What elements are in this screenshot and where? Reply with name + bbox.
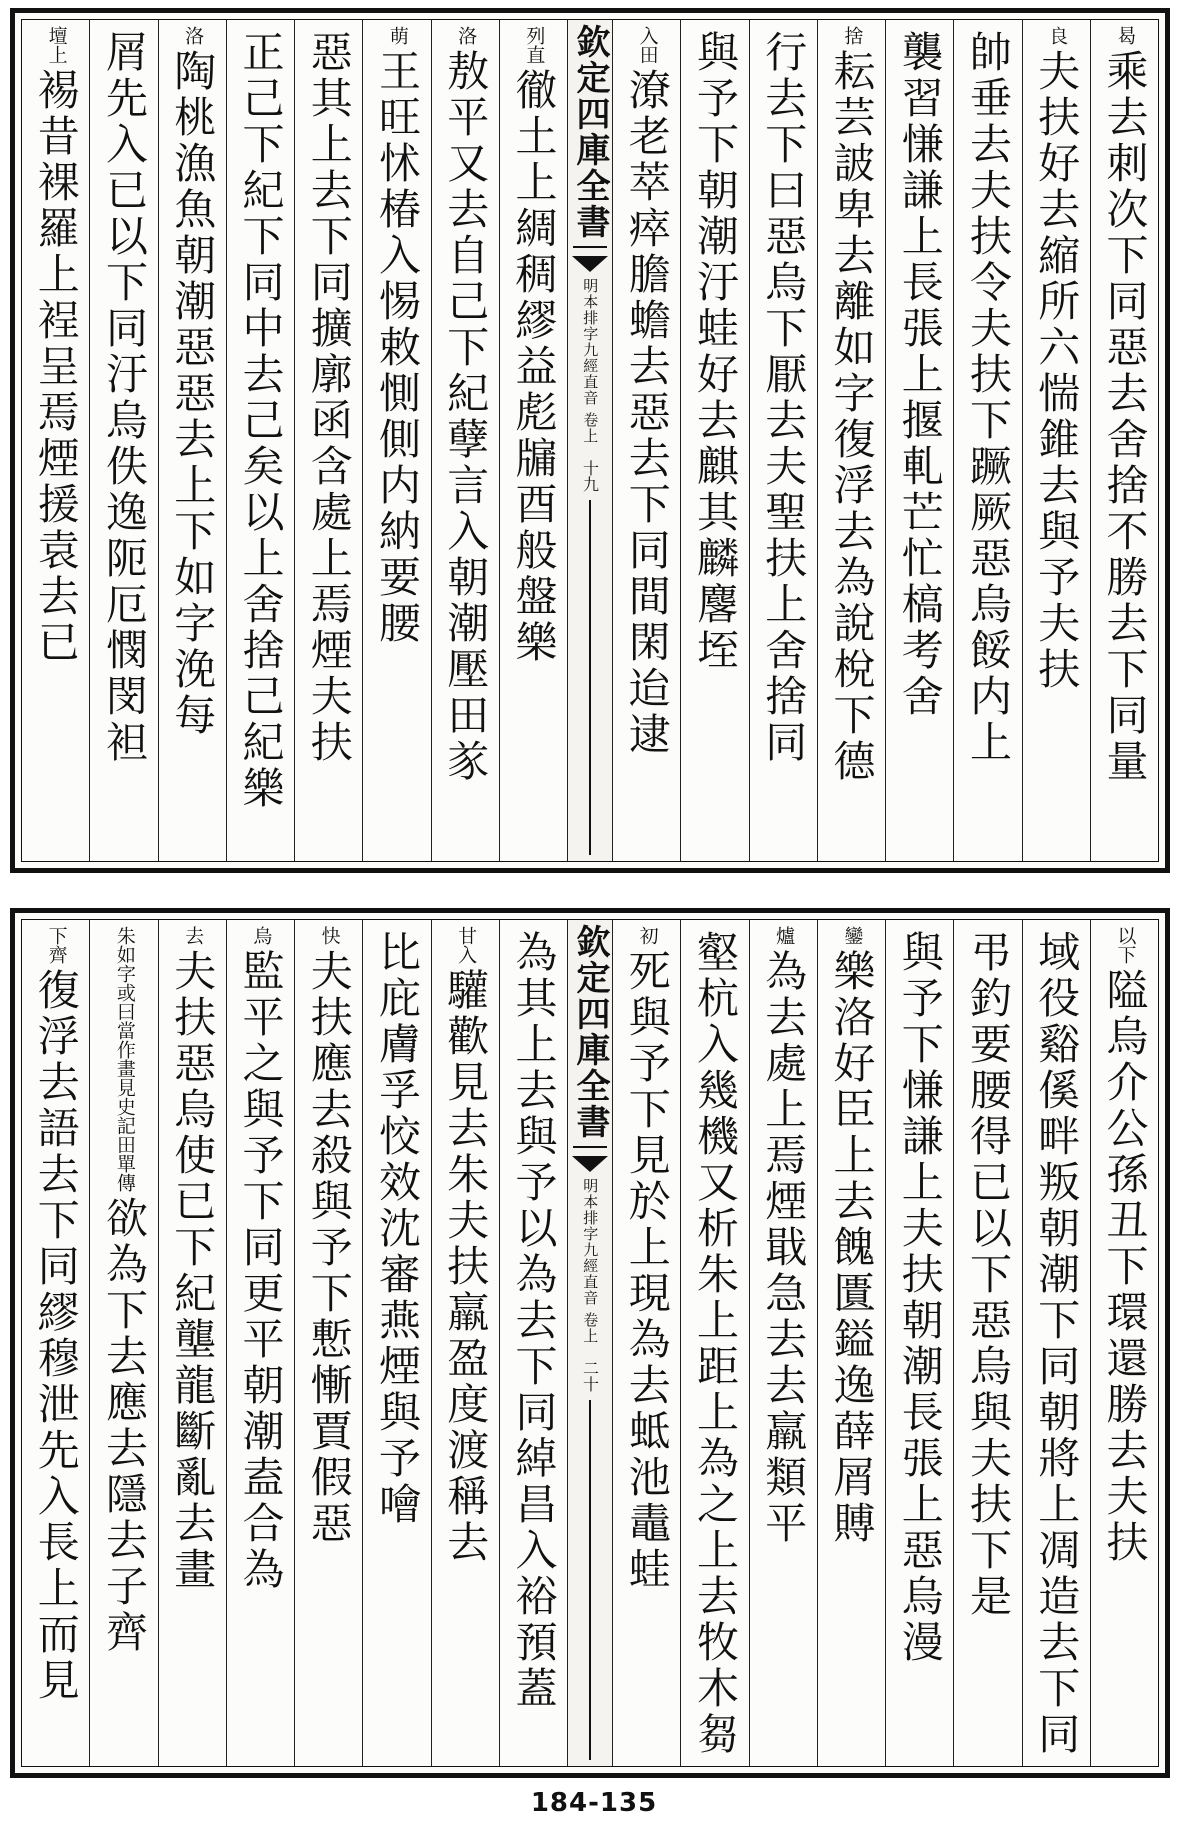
column [431, 920, 499, 1766]
column-head: 下齊 [45, 926, 68, 964]
column-text: 乘去刺次下同惡去舍捨不勝去下同量 [1100, 49, 1150, 785]
column-text: 驩歡見去朱夫扶羸盈度渡稱去 [441, 968, 491, 1566]
column-head: 初 [636, 926, 659, 945]
volume-title: 明本排字九經直音 卷上 [581, 1178, 600, 1344]
column-text: 夫扶應去殺與予下慙慚賈假惡 [304, 949, 354, 1547]
column-text: 復浮去語去下同繆穆泄先入長上而見 [31, 968, 81, 1704]
column-text: 王旺怵椿入惕敕惻側内納要腰 [372, 49, 422, 647]
leaf-number: 十九 [580, 459, 600, 492]
page-number: 184-135 [530, 1788, 658, 1818]
column-head: 烏 [250, 926, 273, 945]
column-head: 入田 [636, 26, 659, 64]
column-head: 鑾 [841, 926, 864, 945]
book-title: 欽定四庫全書 [573, 924, 607, 1148]
column-text: 耘芸詖卑去離如字復浮去為說梲下德 [827, 49, 877, 785]
column [362, 20, 430, 861]
column-text: 為其上去與予以為去下同綽昌入裕預蓋 [509, 930, 559, 1712]
column [953, 920, 1021, 1766]
column [680, 920, 748, 1766]
column-text: 裼昔裸羅上裎呈焉煙援袁去已 [31, 68, 81, 666]
bottom-page [10, 908, 1170, 1778]
top-column-grid [21, 19, 1159, 862]
column [612, 920, 680, 1766]
column-text: 惡其上去下同擴廓函含處上焉煙夫扶 [304, 30, 354, 766]
column [294, 20, 362, 861]
column [1090, 20, 1158, 861]
column [1090, 920, 1158, 1766]
column [158, 20, 226, 861]
column-text: 行去下曰惡烏下厭去夫聖扶上舍捨同 [759, 30, 809, 766]
column-text: 帥垂去夫扶令夫扶下蹶厥惡烏餒内上 [963, 30, 1013, 766]
column [817, 920, 885, 1766]
column [158, 920, 226, 1766]
column-text: 夫扶好去縮所六惴錐去與予夫扶 [1032, 49, 1082, 693]
volume-title: 明本排字九經直音 卷上 [581, 278, 600, 444]
column [499, 920, 567, 1766]
top-page [10, 8, 1170, 873]
column [612, 20, 680, 861]
column-text: 域役谿傒畔叛朝潮下同朝將上凋造去下同 [1032, 930, 1082, 1758]
column [749, 20, 817, 861]
column-head: 萌 [386, 26, 409, 45]
column-text: 陶桃漁魚朝潮惡惡去上下如字浼每 [168, 49, 218, 739]
column [431, 20, 499, 861]
column-head: 捨 [841, 26, 864, 45]
column [89, 20, 157, 861]
fish-tail-mark-icon [572, 256, 608, 272]
column [499, 20, 567, 861]
column-text: 樂洛好臣上去餽匱鎰逸薛屑賻 [827, 949, 877, 1547]
column-text: 正己下紀下同中去己矣以上舍捨己紀樂 [236, 30, 286, 812]
column-head: 甘入 [455, 926, 478, 964]
column-text: 比庇膚孚恔效沈審燕煙與予噲 [372, 930, 422, 1528]
column-head: 以下 [1114, 926, 1137, 964]
column-head: 去 [182, 926, 205, 945]
center-spine [567, 20, 612, 861]
column-head: 快 [318, 926, 341, 945]
column [1022, 920, 1090, 1766]
column [362, 920, 430, 1766]
column-text: 弔釣要腰得已以下惡烏與夫扶下是 [963, 930, 1013, 1620]
column-text: 為去處上焉煙戢急去去羸類平 [759, 949, 809, 1547]
column-head: 朱如字或曰當作畫見史記田單傳 [113, 926, 136, 1192]
column [749, 920, 817, 1766]
column-text: 壑杭入幾機又析朱上距上為之上去牧木芻 [690, 930, 740, 1758]
column-head: 良 [1046, 26, 1069, 45]
column [89, 920, 157, 1766]
column-text: 夫扶惡烏使已下紀壟龍斷亂去畫 [168, 949, 218, 1593]
column-text: 敖平又去自己下紀孽言入朝潮壓田㒸 [441, 49, 491, 785]
column [953, 20, 1021, 861]
column-text: 死與予下見於上現為去蚳池鼃蛙 [622, 949, 672, 1593]
spine-rule [589, 500, 591, 855]
column-head: 壇上 [45, 26, 68, 64]
fish-tail-mark-icon [572, 1156, 608, 1172]
leaf-number: 二十 [580, 1359, 600, 1392]
column-head: 曷 [1114, 26, 1137, 45]
column-text: 監平之與予下同更平朝潮盍合為 [236, 949, 286, 1593]
column [226, 920, 294, 1766]
column [22, 920, 89, 1766]
column-text: 屑先入已以下同汙烏佚逸阨厄憫閔袒 [99, 30, 149, 766]
column-text: 隘烏介公孫丑下環還勝去夫扶 [1100, 968, 1150, 1566]
book-title: 欽定四庫全書 [573, 24, 607, 248]
column-head: 列直 [523, 26, 546, 64]
bottom-column-grid [21, 919, 1159, 1767]
column-text: 與予下慊謙上夫扶朝潮長張上惡烏漫 [895, 930, 945, 1666]
column [1022, 20, 1090, 861]
column-head: 爐 [773, 926, 796, 945]
column [226, 20, 294, 861]
column-text: 潦老萃瘁膽蟾去惡去下同間閑迨逮 [622, 68, 672, 758]
column-head: 洛 [182, 26, 205, 45]
center-spine [567, 920, 612, 1766]
column-text: 與予下朝潮汙蛙好去麒其麟麐垤 [690, 30, 740, 674]
column [817, 20, 885, 861]
column [885, 920, 953, 1766]
column [22, 20, 89, 861]
column [294, 920, 362, 1766]
column-text: 欲為下去應去隱去子齊 [99, 1196, 149, 1656]
column-text: 襲習慊謙上長張上揠軋芒忙槁考舍 [895, 30, 945, 720]
column [885, 20, 953, 861]
column-text: 徹土上綢稠繆益彪牖酉般盤樂 [509, 68, 559, 666]
spine-rule [589, 1400, 591, 1760]
column [680, 20, 748, 861]
column-head: 洛 [455, 26, 478, 45]
